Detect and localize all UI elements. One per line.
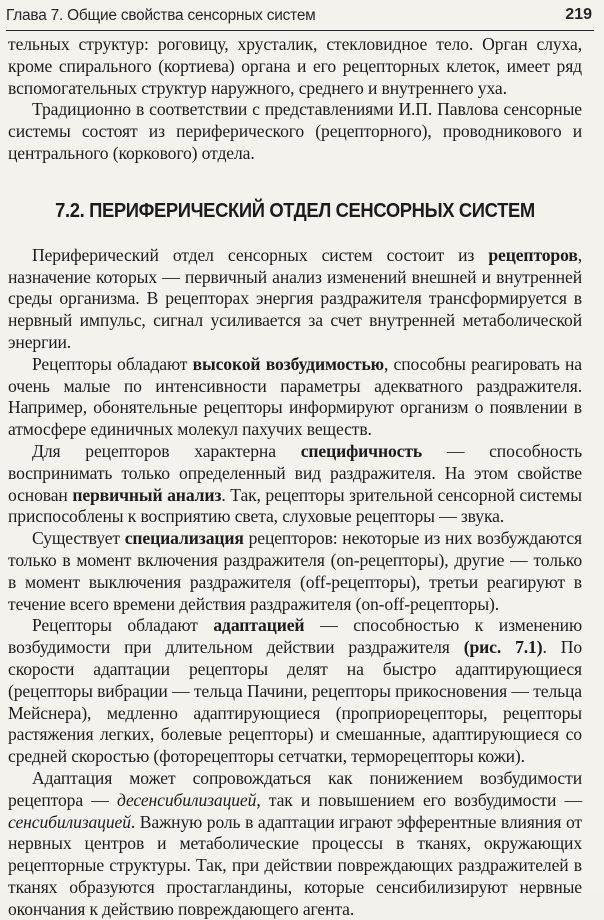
text-run: Рецепторы обладают — [32, 615, 214, 636]
bold-term: первичный анализ — [72, 484, 222, 505]
text-run: , так и повышением его возбудимости — — [256, 789, 582, 810]
bold-term: специализация — [124, 528, 244, 549]
bold-term: высокой возбудимостью — [192, 353, 384, 374]
chapter-title: Глава 7. Общие свойства сенсорных систем — [6, 7, 316, 24]
bold-term: рецепторов — [488, 244, 578, 265]
text-run: Периферический отдел сенсорных систем состоит из — [32, 244, 489, 265]
section-heading: 7.2. ПЕРИФЕРИЧЕСКИЙ ОТДЕЛ СЕНСОРНЫХ СИСТЕМ — [55, 199, 535, 222]
paragraph-sensitization — [8, 768, 582, 920]
running-header — [6, 3, 594, 31]
italic-term: сенсибилизацией — [8, 811, 131, 832]
text-run: Рецепторы обладают — [32, 353, 193, 374]
page-number: 219 — [565, 6, 592, 23]
paragraph-intro-continued — [8, 34, 582, 99]
paragraph-receptors — [8, 245, 582, 354]
bold-term: адаптацией — [213, 615, 305, 636]
paragraph-text: тельных структур: роговицу, хрусталик, стекловидное тело. Орган слуха, кроме спирального (кортиева) органа и его рецепторных клеток, имеет ряд вспомогательных структур наружного, среднего и внутреннего уха. — [8, 34, 582, 98]
paragraph-text: Традиционно в соответствии с представлениями И.П. Павлова сенсорные системы состоят из периферического (рецепторного), проводникового и центрального (коркового) отдела. — [8, 99, 582, 163]
text-run: Для рецепторов характерна — [32, 440, 301, 461]
figure-reference: (рис. 7.1) — [463, 637, 543, 658]
paragraph-excitability — [8, 354, 582, 441]
text-run: рецепторов: некоторые из них возбуждаются только в момент включения раздражителя (on-рецепторы), другие — только в момент выключения раздражителя (off-рецепторы), третьи реагируют в течение всего времени действия раздражителя (on-off-рецепторы). — [8, 528, 582, 614]
text-run: . Важную роль в адаптации играют эфферентные влияния от нервных центров и метаболические процессы в тканях, окружающих рецепторные структуры. Так, при действии повреждающих раздражителей в тканях образуются простагландины, которые сенсибилизируют нервные окончания к действию повреждающего агента. — [8, 811, 582, 919]
paragraph-specialization — [8, 528, 582, 615]
text-run: Адаптация может сопровождаться как понижением возбудимости рецептора — — [8, 767, 582, 810]
paragraph-specificity — [8, 441, 582, 528]
bold-term: специфичность — [300, 440, 423, 461]
text-run: — способностью к изменению возбудимости при длительном действии раздражителя — [8, 615, 582, 658]
italic-term: десенсибилизацией — [116, 789, 257, 810]
text-run: — способность воспринимать только определенный вид раздражителя. На этом свойстве основан — [8, 440, 582, 505]
text-run: Существует — [32, 528, 125, 549]
paragraph-adaptation — [8, 615, 582, 768]
text-run: . Так, рецепторы зрительной сенсорной системы приспособлены к восприятию света, слуховые рецепторы — звука. — [8, 484, 582, 527]
page-body — [8, 34, 582, 920]
text-run: , назначение которых — первичный анализ изменений внешней и внутренней среды организма. В рецепторах энергия раздражителя трансформируется в нервный импульс, сигнал усиливается за счет внутренней метаболической энергии. — [8, 244, 582, 352]
text-run: , способны реагировать на очень малые по интенсивности параметры адекватного раздражителя. Например, обонятельные рецепторы информируют организм о появлении в атмосфере единичных молекул пахучих веществ. — [8, 353, 582, 440]
paragraph-pavlov — [8, 99, 582, 164]
text-run: . По скорости адаптации рецепторы делят на быстро адаптирующиеся (рецепторы вибрации — тельца Пачини, рецепторы прикосновения — тельца Мейснера), медленно адаптирующиеся (проприорецепторы, рецепторы растяжения легких, болевые рецепторы) и смешанные, адаптирующиеся со средней скоростью (фоторецепторы сетчатки, терморецепторы кожи). — [8, 637, 582, 767]
